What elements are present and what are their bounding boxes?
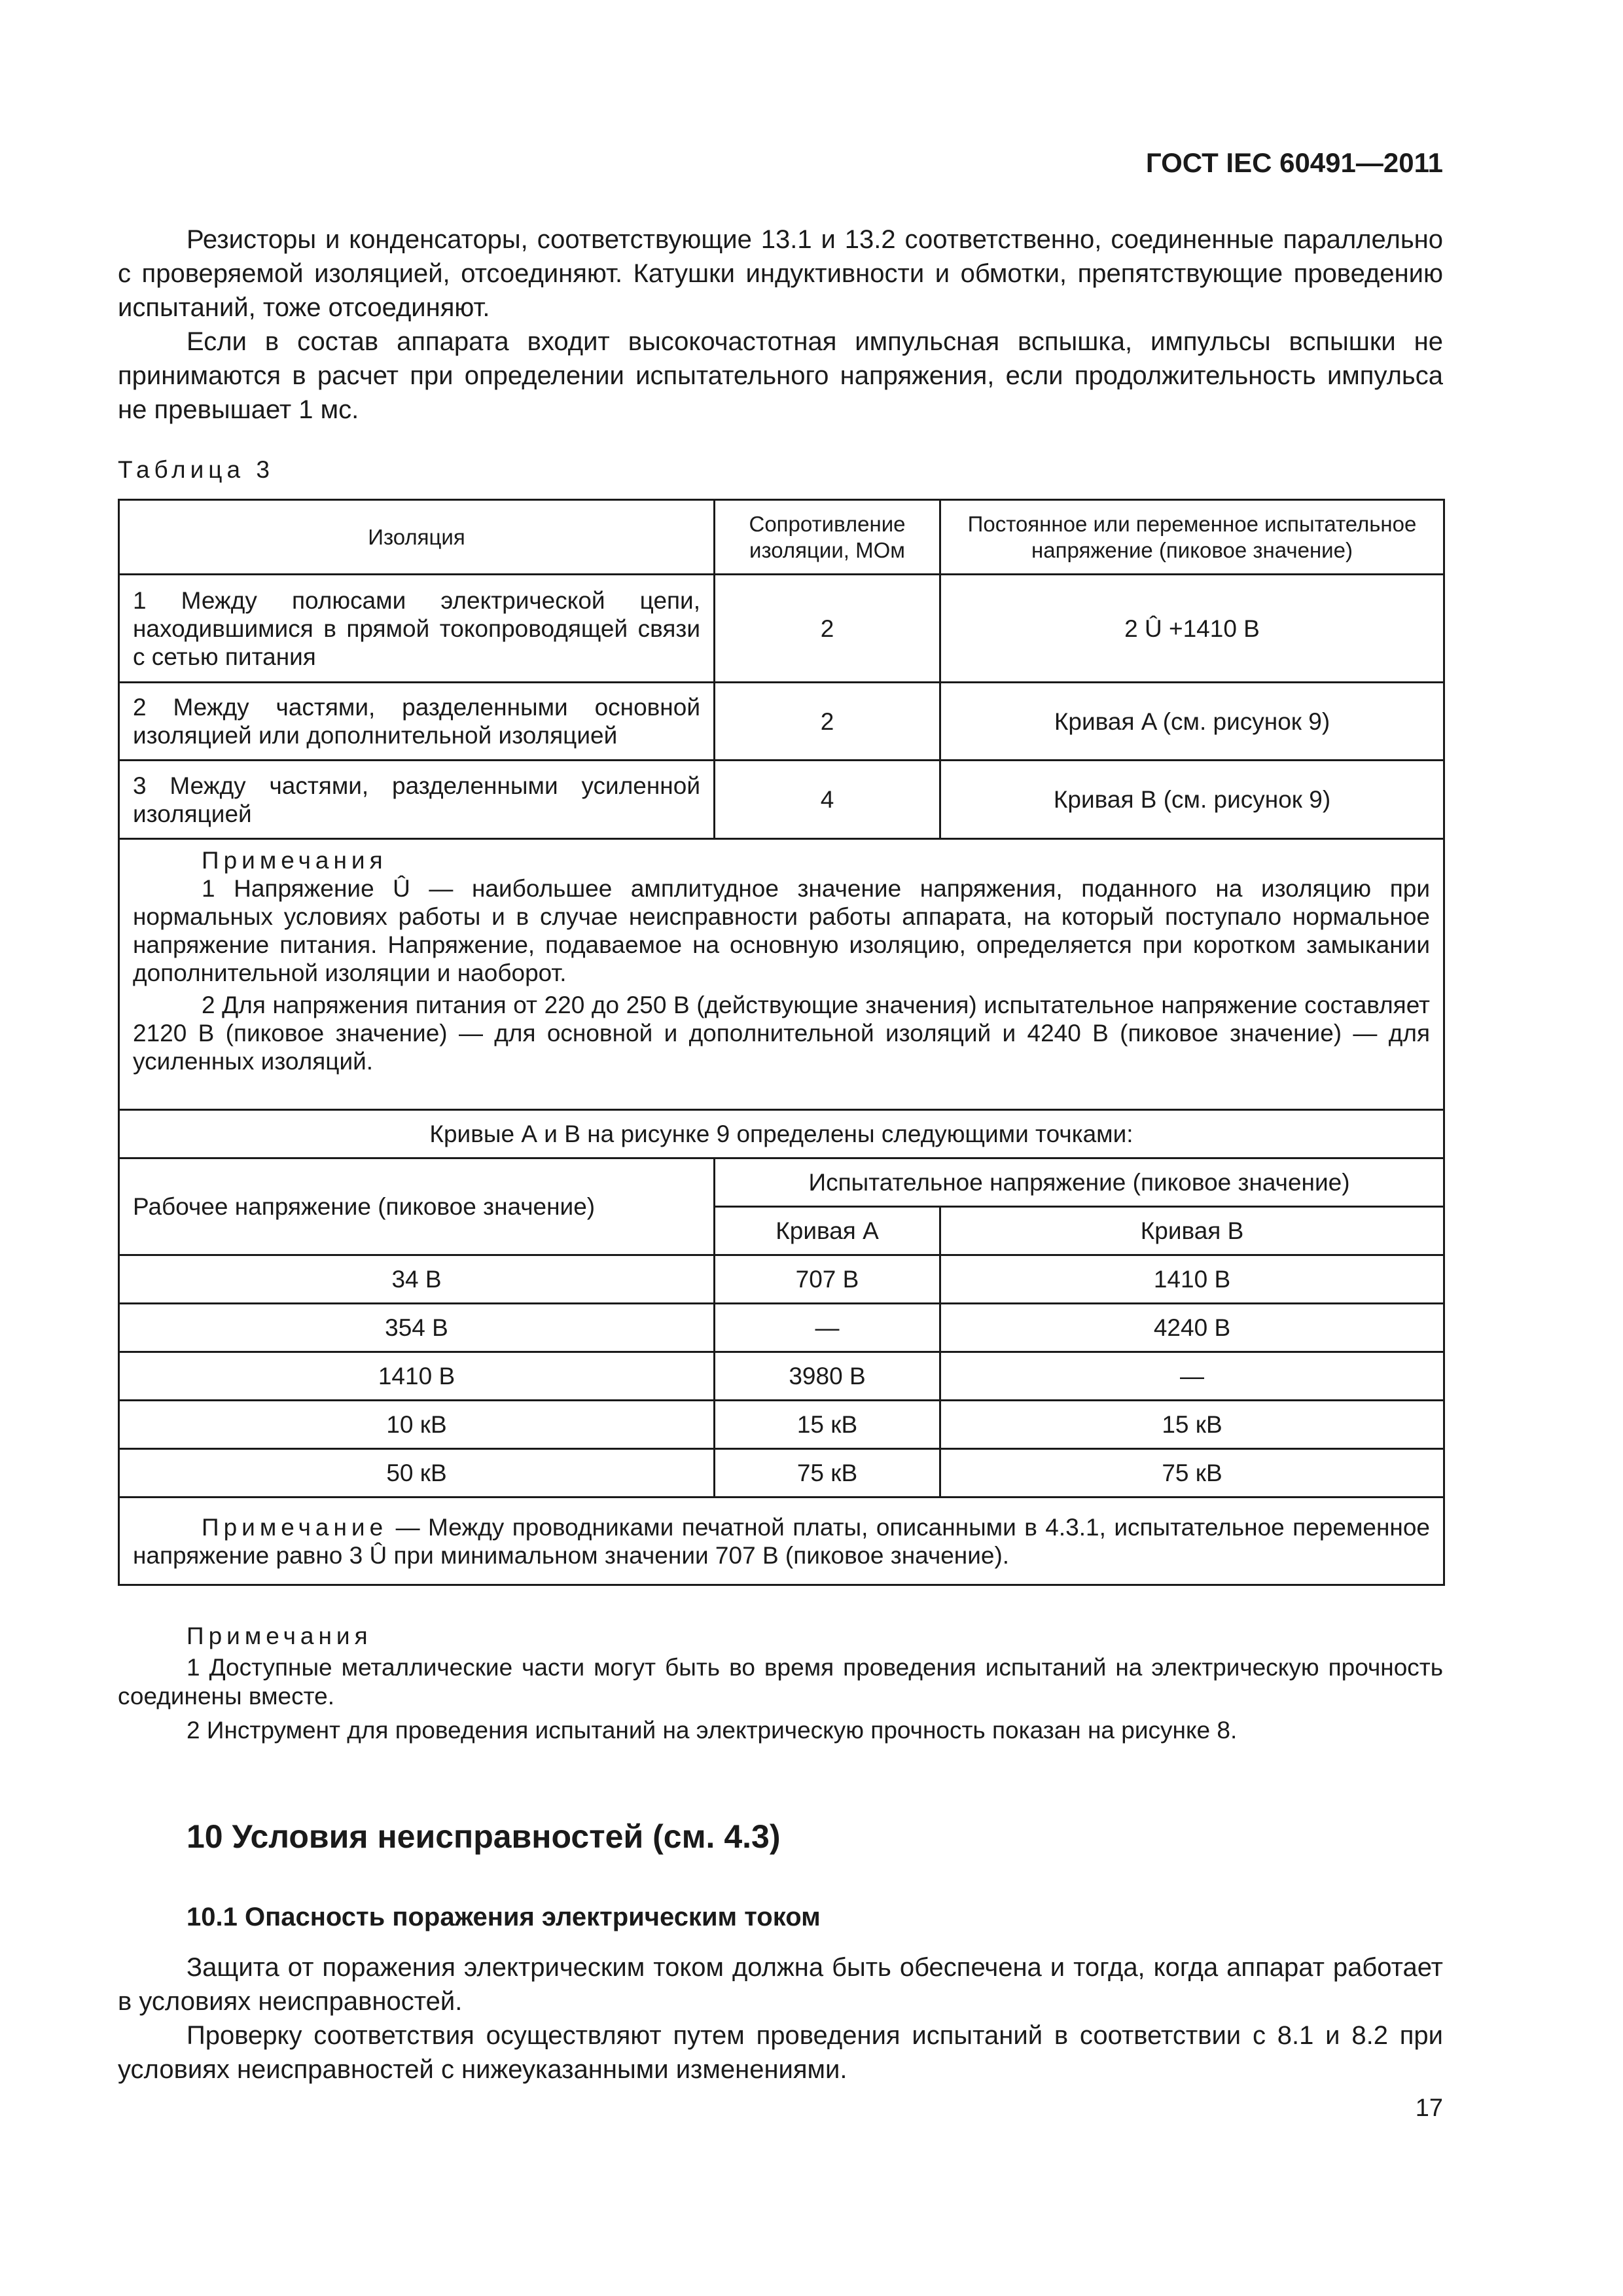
section-10-title: 10 Условия неисправностей (см. 4.3) <box>187 1818 781 1855</box>
standard-designation: ГОСТ IEC 60491—2011 <box>1145 147 1443 178</box>
final-note-row <box>119 1498 1444 1585</box>
curves-working: 50 кВ <box>119 1449 715 1498</box>
table-3 <box>118 499 1445 1586</box>
curves-working: 10 кВ <box>119 1401 715 1449</box>
intro-paragraph-1: Резисторы и конденсаторы, соответствующие 13.1 и 13.2 соответственно, соединенные параллельно с проверяемой изоляцией, отсоединяют. Катушки индуктивности и обмотки, препятствующие проведению испытаний, тоже отсоединяют. <box>118 225 1443 322</box>
row-resistance: 2 <box>715 683 940 761</box>
row-voltage: Кривая B (см. рисунок 9) <box>940 761 1444 839</box>
notes-title: Примечания <box>187 1623 372 1649</box>
header-insulation: Изоляция <box>119 500 715 575</box>
row-voltage: 2 Û +1410 В <box>940 575 1444 683</box>
page-number: 17 <box>1415 2094 1443 2122</box>
notes-after-table <box>118 1622 1443 1745</box>
curves-row <box>119 1352 1444 1401</box>
table-notes-row <box>119 839 1444 1110</box>
curves-b: 1410 В <box>940 1255 1444 1304</box>
header-working-voltage: Рабочее напряжение (пиковое значение) <box>119 1158 715 1255</box>
intro-paragraph-2: Если в состав аппарата входит высокочастотная импульсная вспышка, импульсы вспышки не принимаются в расчет при определении испытательного напряжения, если продолжительность импульса не превышает 1 мс. <box>118 327 1443 424</box>
note-1: 1 Доступные металлические части могут быть во время проведения испытаний на электрическую прочность соединены вместе. <box>118 1654 1443 1710</box>
curves-b: 4240 В <box>940 1304 1444 1352</box>
curves-a: 3980 В <box>715 1352 940 1401</box>
curves-working: 1410 В <box>119 1352 715 1401</box>
section-paragraph-1: Защита от поражения электрическим током должна быть обеспечена и тогда, когда аппарат работает в условиях неисправностей. <box>118 1953 1443 2016</box>
curves-b: 75 кВ <box>940 1449 1444 1498</box>
row-voltage: Кривая A (см. рисунок 9) <box>940 683 1444 761</box>
row-insulation: 3 Между частями, разделенными усиленной изоляцией <box>119 761 715 839</box>
final-note-text: — Между проводниками печатной платы, описанными в 4.3.1, испытательное переменное напряжение равно 3 Û при минимальном значении 707 В (пиковое значение). <box>133 1513 1430 1569</box>
table-row <box>119 683 1444 761</box>
curves-row <box>119 1255 1444 1304</box>
row-resistance: 4 <box>715 761 940 839</box>
table-notes-cell <box>119 839 1444 1110</box>
header-curve-a: Кривая A <box>715 1207 940 1255</box>
header-test-voltage: Постоянное или переменное испытательное напряжение (пиковое значение) <box>940 500 1444 575</box>
table-notes-title: Примечания <box>202 847 387 874</box>
final-note-label: Примечание <box>202 1513 388 1541</box>
table-header-row <box>119 500 1444 575</box>
table-caption: Таблица 3 <box>118 456 274 483</box>
final-note-cell <box>119 1498 1444 1585</box>
curves-b: — <box>940 1352 1444 1401</box>
row-insulation: 2 Между частями, разделенными основной изоляцией или дополнительной изоляцией <box>119 683 715 761</box>
curves-caption: Кривые А и В на рисунке 9 определены следующими точками: <box>119 1110 1444 1158</box>
table-note-2: 2 Для напряжения питания от 220 до 250 В (действующие значения) испытательное напряжение составляет 2120 В (пиковое значение) — для основной и дополнительной изоляций и 4240 В (пиковое значение) — для усиленных изоляций. <box>133 992 1430 1075</box>
curves-b: 15 кВ <box>940 1401 1444 1449</box>
curves-caption-row <box>119 1110 1444 1158</box>
curves-row <box>119 1449 1444 1498</box>
table-row <box>119 761 1444 839</box>
curves-working: 34 В <box>119 1255 715 1304</box>
section-paragraph-2: Проверку соответствия осуществляют путем проведения испытаний в соответствии с 8.1 и 8.2 при условиях неисправностей с нижеуказанными изменениями. <box>118 2021 1443 2084</box>
curves-working: 354 В <box>119 1304 715 1352</box>
row-insulation: 1 Между полюсами электрической цепи, находившимися в прямой токопроводящей связи с сетью питания <box>119 575 715 683</box>
table-row <box>119 575 1444 683</box>
curves-a: — <box>715 1304 940 1352</box>
section-10-1-title: 10.1 Опасность поражения электрическим током <box>187 1903 821 1931</box>
curves-a: 15 кВ <box>715 1401 940 1449</box>
row-resistance: 2 <box>715 575 940 683</box>
curves-row <box>119 1304 1444 1352</box>
curves-header-row <box>119 1158 1444 1207</box>
header-test-voltage-peak: Испытательное напряжение (пиковое значение) <box>715 1158 1444 1207</box>
curves-row <box>119 1401 1444 1449</box>
header-resistance: Сопротивление изоляции, МОм <box>715 500 940 575</box>
final-note <box>133 1513 1430 1570</box>
table-note-1: 1 Напряжение Û — наибольшее амплитудное значение напряжения, поданного на изоляцию при нормальных условиях работы и в случае неисправности работы аппарата, на который поступало нормальное напряжение питания. Напряжение, подаваемое на основную изоляцию, определяется при коротком замыкании дополнительной изоляции и наоборот. <box>133 875 1430 986</box>
curves-a: 75 кВ <box>715 1449 940 1498</box>
note-2: 2 Инструмент для проведения испытаний на электрическую прочность показан на рисунке 8. <box>187 1717 1238 1744</box>
curves-a: 707 В <box>715 1255 940 1304</box>
header-curve-b: Кривая B <box>940 1207 1444 1255</box>
